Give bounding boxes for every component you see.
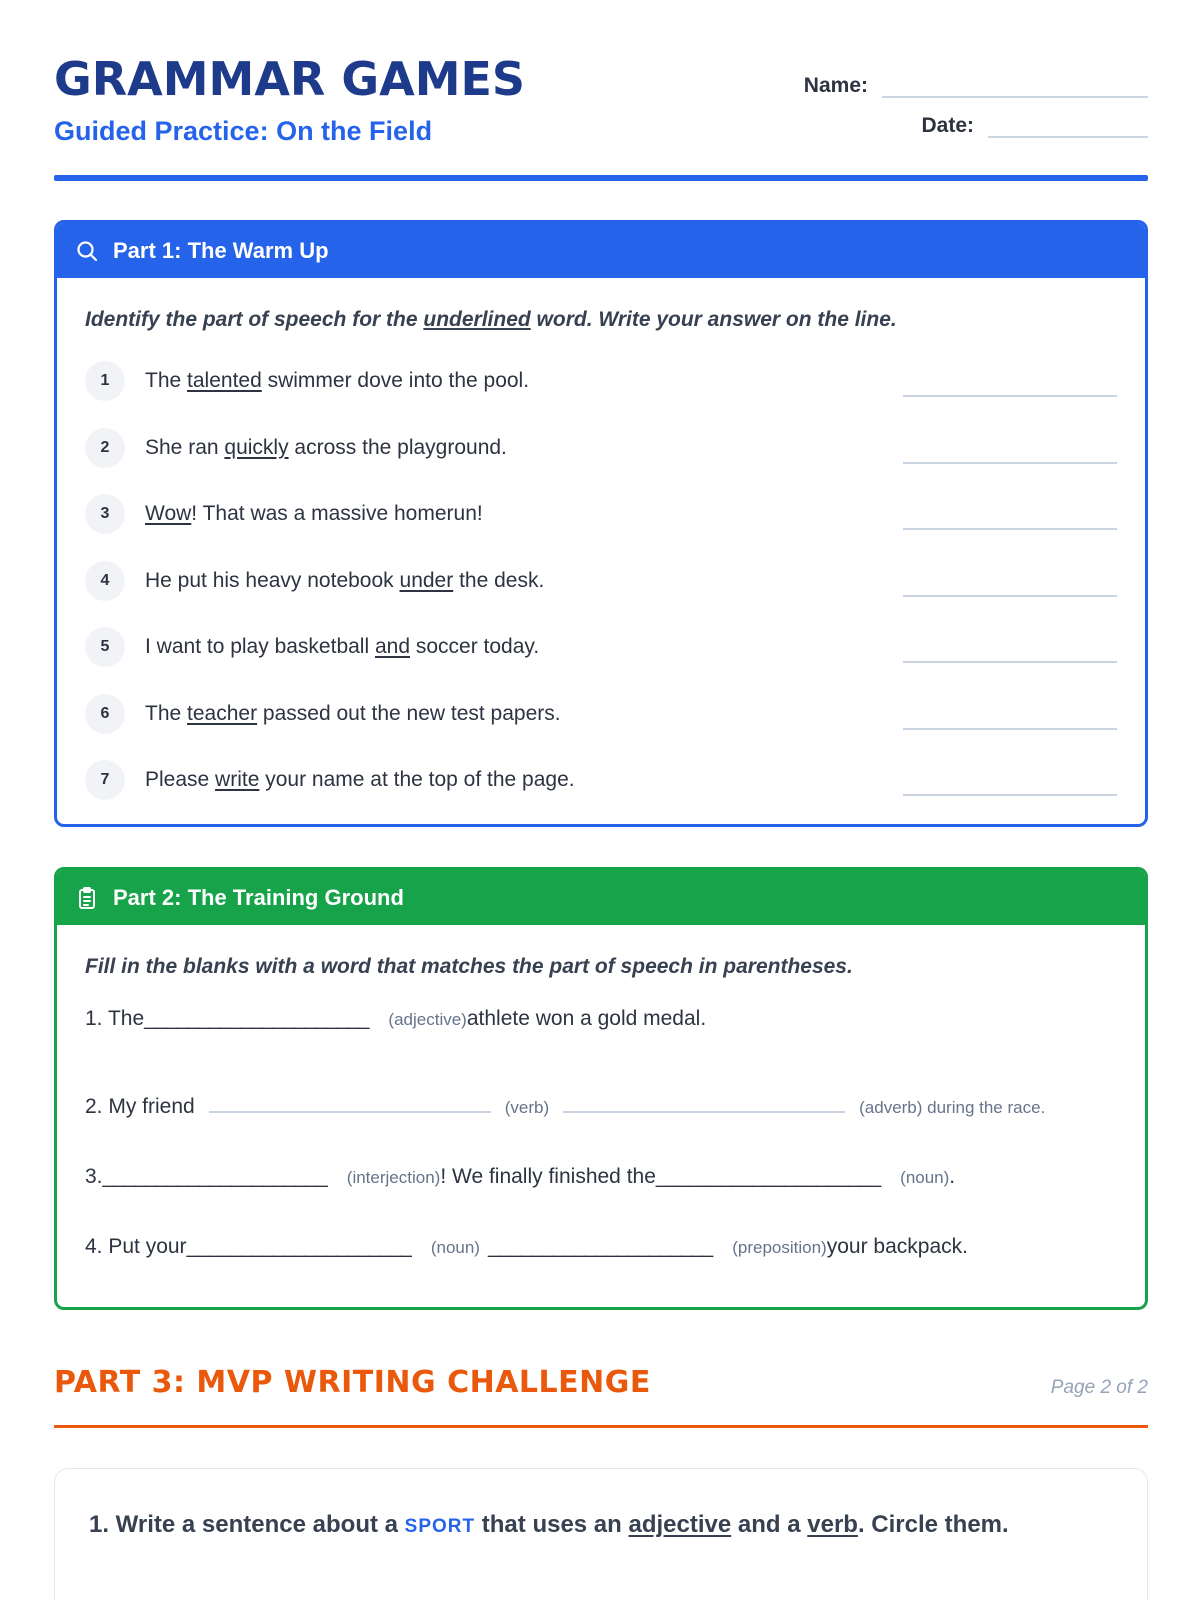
answer-line[interactable] <box>903 528 1117 530</box>
page-number: Page 2 of 2 <box>1050 1377 1148 1398</box>
name-field[interactable] <box>882 70 1148 98</box>
blank-field[interactable]: _____________________ <box>186 1235 411 1258</box>
fill-sentence-2: 2. My friend (verb) (adverb) during the race. <box>85 1095 1046 1118</box>
question-text: I want to play basketball and soccer today. <box>145 635 540 659</box>
part2-header <box>57 870 1145 925</box>
part2-card <box>54 867 1148 1310</box>
part1-header <box>57 223 1145 278</box>
blank-field[interactable]: _____________________ <box>102 1165 327 1188</box>
date-label: Date: <box>921 114 974 137</box>
part3-divider <box>54 1425 1148 1428</box>
part3-section <box>54 1365 1148 1400</box>
list-item <box>85 548 1117 615</box>
part1-card <box>54 220 1148 827</box>
question-text: She ran quickly across the playground. <box>145 435 507 459</box>
blank-field[interactable]: _____________________ <box>487 1235 713 1258</box>
question-number: 5 <box>85 627 125 667</box>
question-text: Please write your name at the top of the page. <box>145 768 575 792</box>
question-number: 3 <box>85 494 125 534</box>
question-text: The teacher passed out the new test papers. <box>145 701 561 725</box>
question-text: The talented swimmer dove into the pool. <box>145 369 530 393</box>
name-label: Name: <box>803 74 868 97</box>
hint-label: (interjection) <box>346 1168 441 1187</box>
hint-label: (adverb) during the race. <box>859 1098 1046 1117</box>
search-icon <box>75 239 99 263</box>
header-divider <box>54 175 1148 181</box>
answer-line[interactable] <box>903 661 1117 663</box>
answer-line[interactable] <box>903 728 1117 730</box>
student-info <box>788 58 1148 138</box>
answer-line[interactable] <box>903 794 1117 796</box>
part2-heading: Part 2: The Training Ground <box>113 884 404 910</box>
fill-sentence-4: 4. Put your _____________________ (noun) _____________________ (preposition) your backpack. <box>85 1235 968 1258</box>
blank-field[interactable]: _____________________ <box>655 1165 881 1188</box>
date-field[interactable] <box>988 110 1148 138</box>
part1-instruction: Identify the part of speech for the underlined word. Write your answer on the line. <box>85 308 897 331</box>
answer-line[interactable] <box>903 462 1117 464</box>
part2-instruction: Fill in the blanks with a word that matches the part of speech in parentheses. <box>85 955 853 978</box>
fill-sentence-1: 1. The _____________________ (adjective) athlete won a gold medal. <box>85 1007 707 1030</box>
list-item <box>85 415 1117 482</box>
hint-label: (preposition) <box>732 1238 827 1257</box>
part3-title: PART 3: MVP WRITING CHALLENGE <box>54 1365 651 1400</box>
question-number: 2 <box>85 428 125 468</box>
question-number: 4 <box>85 561 125 601</box>
list-item <box>85 747 1117 814</box>
part3-question: 1. Write a sentence about a SPORT that uses an adjective and a verb. Circle them. <box>89 1511 1009 1538</box>
question-number: 7 <box>85 760 125 800</box>
question-text: He put his heavy notebook under the desk. <box>145 568 545 592</box>
list-item <box>85 481 1117 548</box>
part1-question-list <box>57 332 1145 814</box>
page-subtitle: Guided Practice: On the Field <box>54 116 433 146</box>
answer-line[interactable] <box>903 595 1117 597</box>
answer-line[interactable] <box>903 395 1117 397</box>
list-item <box>85 681 1117 748</box>
blank-field[interactable] <box>563 1111 845 1113</box>
question-number: 1 <box>85 361 125 401</box>
clipboard-icon <box>75 886 99 910</box>
part2-sentences <box>57 1007 1145 1259</box>
fill-sentence-3: 3. _____________________ (interjection) ! We finally finished the _____________________ (noun) . <box>85 1165 956 1188</box>
blank-field[interactable]: _____________________ <box>144 1007 369 1030</box>
question-text: Wow! That was a massive homerun! <box>145 502 483 526</box>
hint-label: (verb) <box>504 1098 550 1117</box>
hint-label: (adjective) <box>388 1010 467 1029</box>
list-item <box>85 348 1117 415</box>
part1-heading: Part 1: The Warm Up <box>113 237 329 263</box>
page-title: GRAMMAR GAMES <box>54 52 526 106</box>
question-number: 6 <box>85 694 125 734</box>
hint-label: (noun) <box>430 1238 480 1257</box>
hint-label: (noun) <box>900 1168 950 1187</box>
part3-card <box>54 1468 1148 1600</box>
worksheet-header <box>54 52 1148 184</box>
blank-field[interactable] <box>209 1111 491 1113</box>
list-item <box>85 614 1117 681</box>
